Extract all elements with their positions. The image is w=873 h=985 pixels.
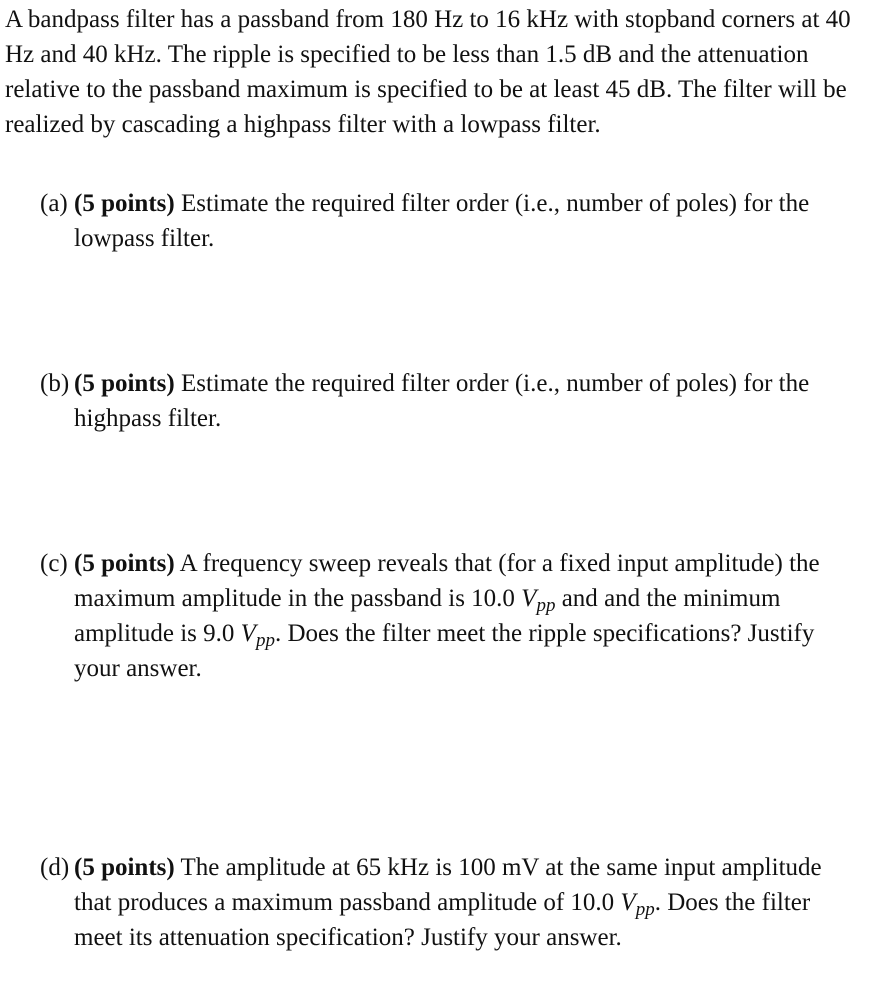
part-c-text-3: . Does the filter meet the ripple specifications? Justify your answer. <box>74 620 815 682</box>
part-d <box>40 850 840 955</box>
part-a-points: (5 points) <box>74 190 175 217</box>
part-a-label: (a) <box>40 190 68 217</box>
part-a <box>40 186 840 256</box>
vpp-symbol: $V_{pp}$ <box>620 889 655 920</box>
part-b-label: (b) <box>40 370 70 397</box>
part-b-text: Estimate the required filter order (i.e., number of poles) for the highpass filter. <box>74 370 810 432</box>
part-d-text-2: . Does the filter meet its attenuation specification? Justify your answer. <box>74 889 811 951</box>
part-b-body <box>74 366 840 436</box>
part-c-points: (5 points) <box>74 550 175 577</box>
part-b-points: (5 points) <box>74 370 175 397</box>
vpp-symbol: $V_{pp}$ <box>240 620 275 651</box>
part-c <box>40 546 840 686</box>
part-d-body <box>74 850 840 955</box>
part-a-body <box>74 186 840 256</box>
part-c-label: (c) <box>40 550 68 577</box>
vpp-symbol: $V_{pp}$ <box>521 585 556 616</box>
problem-statement: A bandpass filter has a passband from 180 Hz to 16 kHz with stopband corners at 40 Hz and 40 kHz. The ripple is specified to be less than 1.5 dB and the attenuation relative to the passband maximum is specified to be at least 45 dB. The filter will be realized by cascading a highpass filter with a lowpass filter. <box>5 6 851 138</box>
part-d-label: (d) <box>40 854 70 881</box>
part-d-text-1: The amplitude at 65 kHz is 100 mV at the same input amplitude that produces a maximum passband amplitude of 10.0 <box>74 854 822 916</box>
part-d-points: (5 points) <box>74 854 175 881</box>
part-b <box>40 366 840 436</box>
part-a-text: Estimate the required filter order (i.e., number of poles) for the lowpass filter. <box>74 190 810 252</box>
part-c-text-2: and the minimum amplitude is 9.0 <box>74 585 781 647</box>
part-c-text-1: A frequency sweep reveals that (for a fixed input amplitude) the maximum amplitude in the passband is 10.0 <box>74 550 820 612</box>
part-c-body: (5 points) A frequency sweep reveals that (for a fixed input amplitude) the maximum amplitude in the passband is 10.0 $V_{pp}$ and and the minimum amplitude is 9.0 $V_{pp}$. Does the filter meet the ripple specifications? Justify your answer. <box>74 550 820 682</box>
